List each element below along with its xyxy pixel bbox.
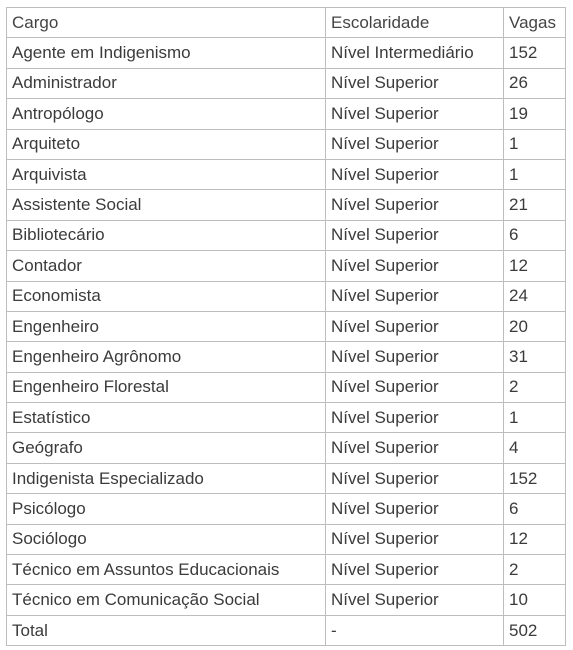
table-row <box>7 555 566 585</box>
cell-vagas: 26 <box>504 68 566 98</box>
table-row <box>7 311 566 341</box>
cell-escolaridade: Nível Superior <box>326 463 504 493</box>
cell-escolaridade: Nível Superior <box>326 524 504 554</box>
cell-vagas: 152 <box>504 463 566 493</box>
cell-vagas: 4 <box>504 433 566 463</box>
table-row <box>7 342 566 372</box>
cell-escolaridade: Nível Superior <box>326 251 504 281</box>
cell-vagas: 12 <box>504 524 566 554</box>
table-row <box>7 129 566 159</box>
table-row <box>7 463 566 493</box>
cell-vagas: 2 <box>504 372 566 402</box>
cell-cargo: Geógrafo <box>7 433 326 463</box>
table-total-row <box>7 615 566 645</box>
cell-cargo: Indigenista Especializado <box>7 463 326 493</box>
cell-vagas: 6 <box>504 220 566 250</box>
cell-vagas: 10 <box>504 585 566 615</box>
cell-cargo: Arquiteto <box>7 129 326 159</box>
table-row <box>7 403 566 433</box>
cell-vagas: 12 <box>504 251 566 281</box>
cell-vagas: 1 <box>504 159 566 189</box>
cell-cargo: Agente em Indigenismo <box>7 38 326 68</box>
cell-cargo: Técnico em Assuntos Educacionais <box>7 555 326 585</box>
cell-vagas: 152 <box>504 38 566 68</box>
table-row <box>7 281 566 311</box>
cell-cargo: Assistente Social <box>7 190 326 220</box>
vacancies-table <box>6 7 566 646</box>
cell-total-vagas: 502 <box>504 615 566 645</box>
cell-escolaridade: Nível Superior <box>326 159 504 189</box>
table-row <box>7 190 566 220</box>
cell-vagas: 1 <box>504 403 566 433</box>
cell-vagas: 19 <box>504 99 566 129</box>
table-row <box>7 251 566 281</box>
cell-cargo: Arquivista <box>7 159 326 189</box>
table-row <box>7 38 566 68</box>
cell-vagas: 31 <box>504 342 566 372</box>
cell-cargo: Antropólogo <box>7 99 326 129</box>
table-row <box>7 433 566 463</box>
cell-cargo: Engenheiro <box>7 311 326 341</box>
table-row <box>7 99 566 129</box>
cell-cargo: Psicólogo <box>7 494 326 524</box>
cell-escolaridade: Nível Superior <box>326 403 504 433</box>
table-row <box>7 372 566 402</box>
cell-escolaridade: Nível Superior <box>326 220 504 250</box>
header-escolaridade: Escolaridade <box>326 8 504 38</box>
cell-escolaridade: Nível Superior <box>326 585 504 615</box>
vacancies-table-container <box>6 7 566 646</box>
cell-escolaridade: Nível Superior <box>326 372 504 402</box>
cell-vagas: 20 <box>504 311 566 341</box>
cell-cargo: Engenheiro Florestal <box>7 372 326 402</box>
table-row <box>7 494 566 524</box>
cell-escolaridade: Nível Superior <box>326 494 504 524</box>
cell-cargo: Contador <box>7 251 326 281</box>
cell-escolaridade: Nível Superior <box>326 342 504 372</box>
cell-escolaridade: Nível Superior <box>326 129 504 159</box>
cell-vagas: 2 <box>504 555 566 585</box>
header-cargo: Cargo <box>7 8 326 38</box>
header-vagas: Vagas <box>504 8 566 38</box>
table-header-row <box>7 8 566 38</box>
cell-vagas: 1 <box>504 129 566 159</box>
table-row <box>7 159 566 189</box>
cell-escolaridade: Nível Superior <box>326 311 504 341</box>
cell-total-escolaridade: - <box>326 615 504 645</box>
table-row <box>7 220 566 250</box>
cell-vagas: 6 <box>504 494 566 524</box>
cell-escolaridade: Nível Superior <box>326 190 504 220</box>
table-row <box>7 585 566 615</box>
cell-escolaridade: Nível Intermediário <box>326 38 504 68</box>
cell-cargo: Administrador <box>7 68 326 98</box>
cell-cargo: Sociólogo <box>7 524 326 554</box>
cell-vagas: 21 <box>504 190 566 220</box>
cell-cargo: Bibliotecário <box>7 220 326 250</box>
cell-escolaridade: Nível Superior <box>326 99 504 129</box>
cell-escolaridade: Nível Superior <box>326 433 504 463</box>
cell-escolaridade: Nível Superior <box>326 68 504 98</box>
cell-escolaridade: Nível Superior <box>326 555 504 585</box>
cell-total-label: Total <box>7 615 326 645</box>
cell-vagas: 24 <box>504 281 566 311</box>
cell-cargo: Engenheiro Agrônomo <box>7 342 326 372</box>
cell-cargo: Técnico em Comunicação Social <box>7 585 326 615</box>
table-row <box>7 68 566 98</box>
cell-escolaridade: Nível Superior <box>326 281 504 311</box>
cell-cargo: Economista <box>7 281 326 311</box>
cell-cargo: Estatístico <box>7 403 326 433</box>
table-row <box>7 524 566 554</box>
